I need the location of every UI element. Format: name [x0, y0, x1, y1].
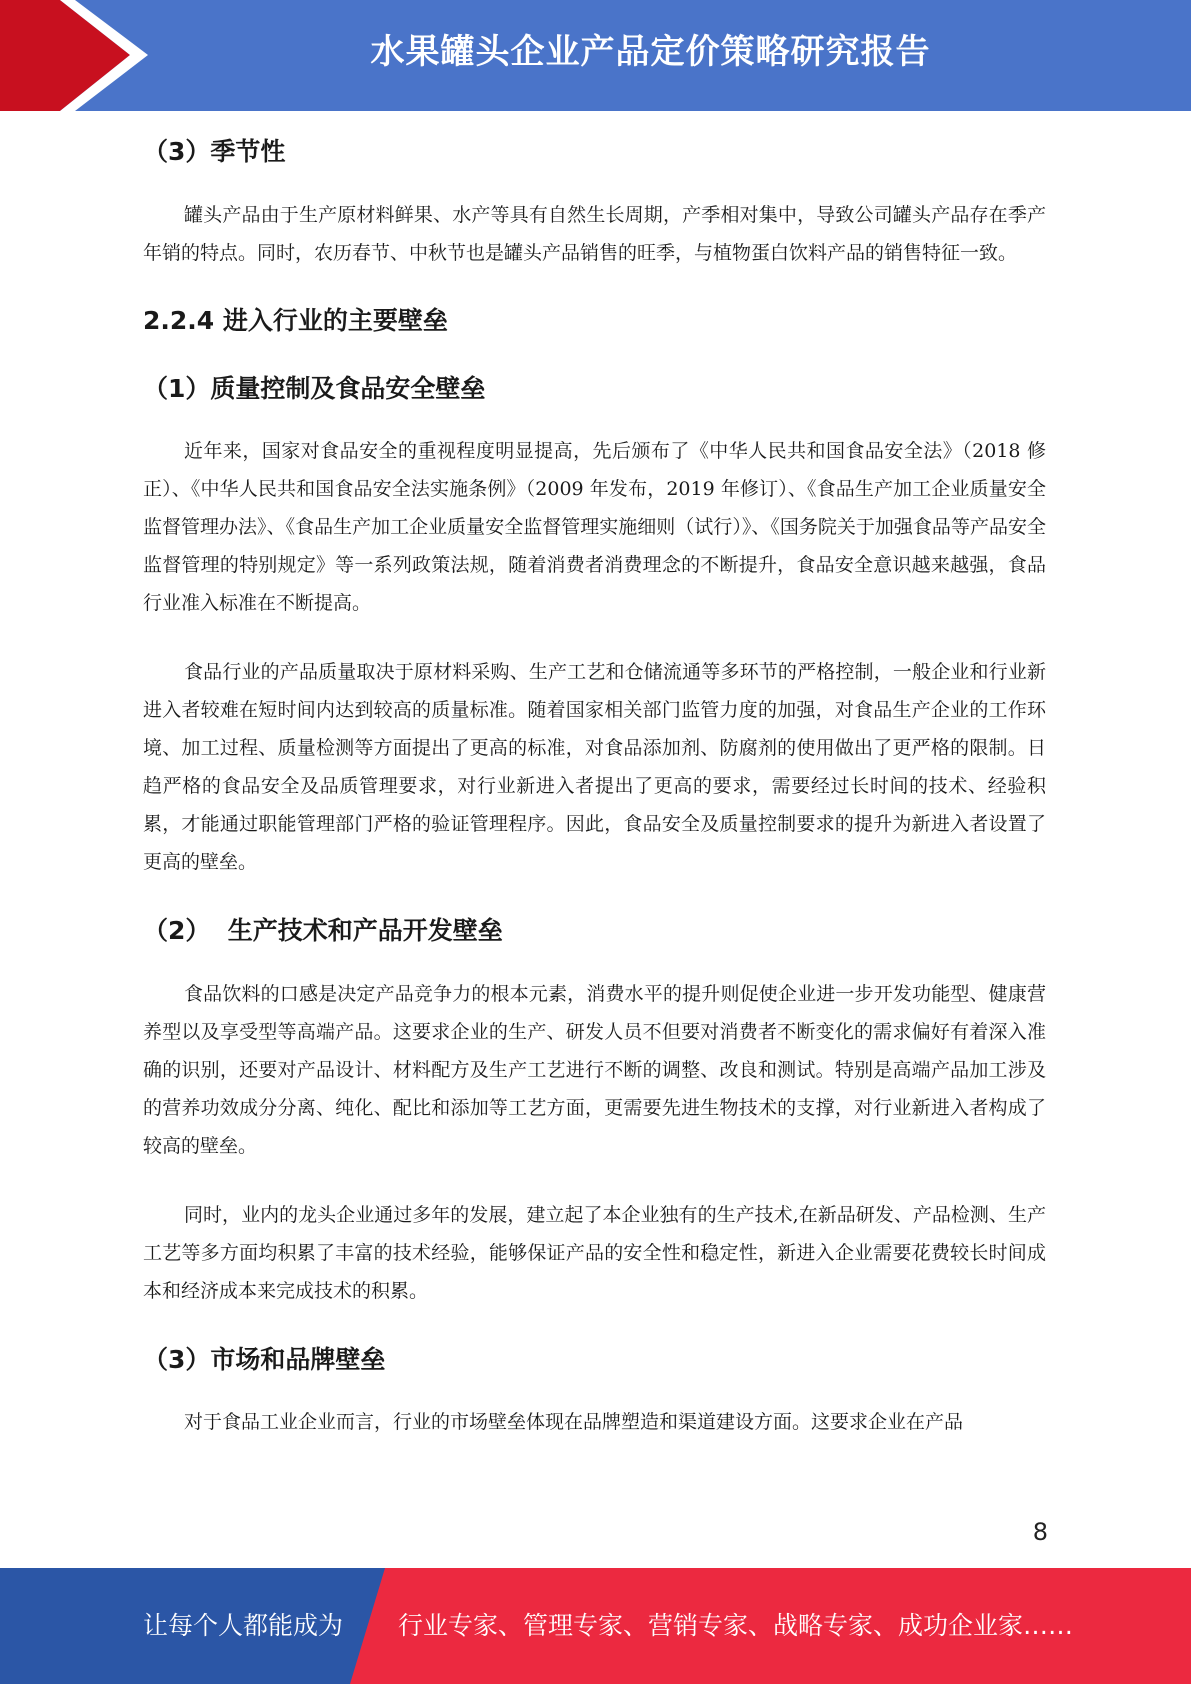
section-heading-market: （3）市场和品牌壁垒 [143, 1345, 386, 1374]
report-title: 水果罐头企业产品定价策略研究报告 [370, 32, 931, 72]
header-banner [0, 0, 1191, 111]
paragraph-quality-1: 近年来，国家对食品安全的重视程度明显提高，先后颁布了《中华人民共和国食品安全法》（2018 修正）、《中华人民共和国食品安全法实施条例》（2009 年发布，2019 年修订）、《食品生产加工企业质量安全监督管理办法》、《食品生产加工企业质量安全监督管理实施细则（试行）》、《国务院关于加强食品等产品安全监督管理的特别规定》等一系列政策法规，随着消费者消费理念的不断提升，食品安全意识越来越强，食品行业准入标准在不断提高。 [143, 440, 1046, 614]
footer-slogan-right: 行业专家、管理专家、营销专家、战略专家、成功企业家…… [398, 1611, 1074, 1640]
paragraph-seasonality: 罐头产品由于生产原材料鲜果、水产等具有自然生长周期，产季相对集中，导致公司罐头产品存在季产年销的特点。同时，农历春节、中秋节也是罐头产品销售的旺季，与植物蛋白饮料产品的销售特征一致。 [143, 204, 1046, 264]
footer-slogan-left: 让每个人都能成为 [143, 1611, 344, 1640]
section-heading-tech: （2） 生产技术和产品开发壁垒 [143, 916, 503, 945]
section-heading-quality: （1）质量控制及食品安全壁垒 [143, 374, 486, 403]
paragraph-market: 对于食品工业企业而言，行业的市场壁垒体现在品牌塑造和渠道建设方面。这要求企业在产品 [184, 1411, 964, 1433]
subsection-heading-barriers: 2.2.4 进入行业的主要壁垒 [143, 306, 448, 335]
section-heading-seasonality: （3）季节性 [143, 137, 286, 166]
paragraph-quality-2: 食品行业的产品质量取决于原材料采购、生产工艺和仓储流通等多环节的严格控制，一般企业和行业新进入者较难在短时间内达到较高的质量标准。随着国家相关部门监管力度的加强，对食品生产企业的工作环境、加工过程、质量检测等方面提出了更高的标准，对食品添加剂、防腐剂的使用做出了更严格的限制。日趋严格的食品安全及品质管理要求，对行业新进入者提出了更高的要求，需要经过长时间的技术、经验积累，才能通过职能管理部门严格的验证管理程序。因此，食品安全及质量控制要求的提升为新进入者设置了更高的壁垒。 [143, 661, 1046, 873]
paragraph-tech-2: 同时，业内的龙头企业通过多年的发展，建立起了本企业独有的生产技术,在新品研发、产品检测、生产工艺等多方面均积累了丰富的技术经验，能够保证产品的安全性和稳定性，新进入企业需要花费较长时间成本和经济成本来完成技术的积累。 [143, 1204, 1046, 1302]
page-number: 8 [1032, 1518, 1048, 1546]
paragraph-tech-1: 食品饮料的口感是决定产品竞争力的根本元素，消费水平的提升则促使企业进一步开发功能型、健康营养型以及享受型等高端产品。这要求企业的生产、研发人员不但要对消费者不断变化的需求偏好有着深入准确的识别，还要对产品设计、材料配方及生产工艺进行不断的调整、改良和测试。特别是高端产品加工涉及的营养功效成分分离、纯化、配比和添加等工艺方面，更需要先进生物技术的支撑，对行业新进入者构成了较高的壁垒。 [143, 983, 1046, 1157]
footer-banner [0, 1568, 1191, 1684]
document-body [143, 120, 1046, 1441]
